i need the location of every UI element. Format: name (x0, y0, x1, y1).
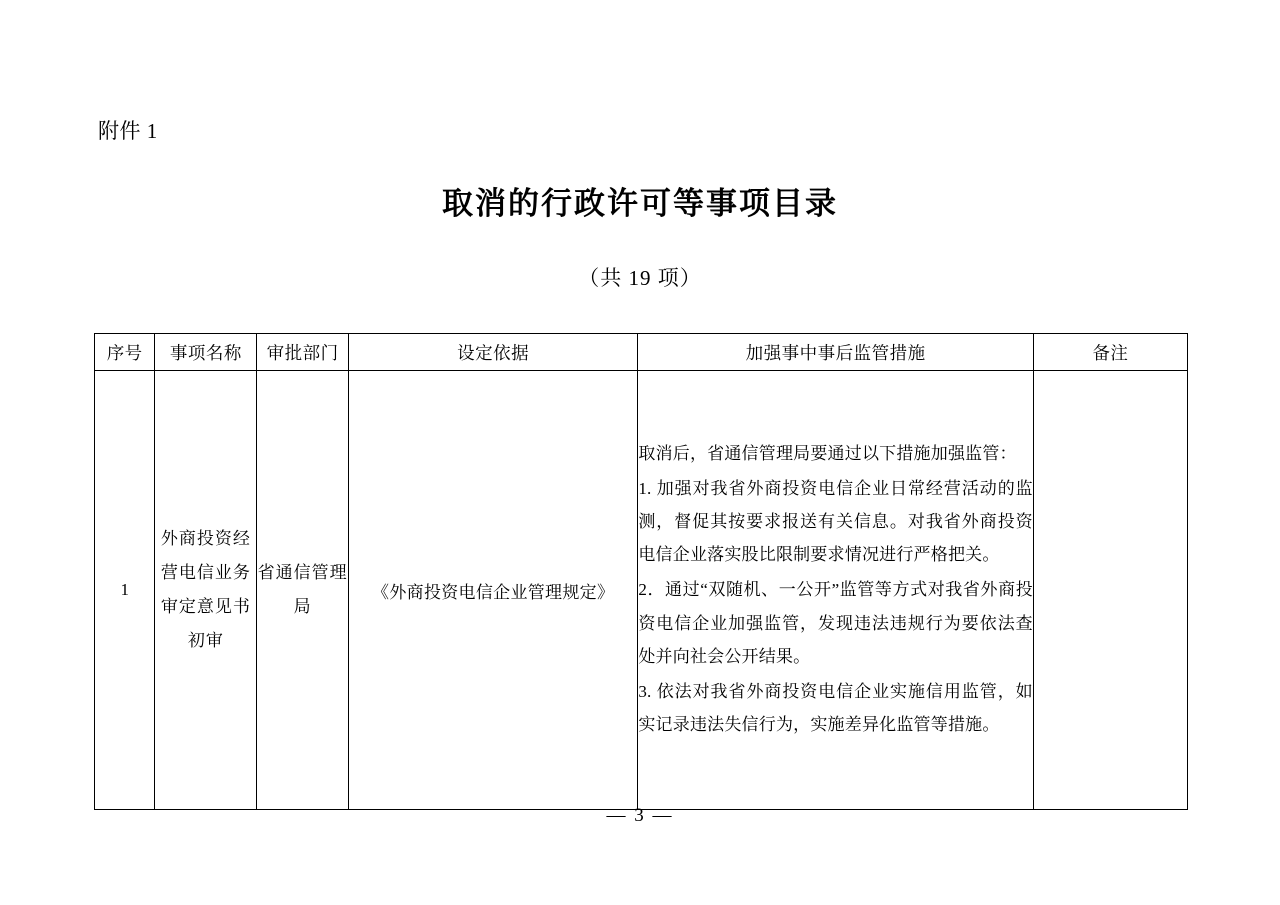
cell-basis: 《外商投资电信企业管理规定》 (348, 371, 637, 810)
measures-item-2: 2．通过“双随机、一公开”监管等方式对我省外商投资电信企业加强监管，发现违法违规行为要依法查处并向社会公开结果。 (638, 580, 1033, 666)
column-header-measures: 加强事中事后监管措施 (638, 334, 1034, 371)
column-header-name: 事项名称 (155, 334, 257, 371)
column-header-no: 序号 (95, 334, 155, 371)
item-count-subtitle: （共 19 项） (578, 266, 702, 290)
cell-note (1033, 371, 1187, 810)
cell-department (257, 371, 349, 810)
page-number: — 3 — (606, 805, 674, 826)
table-header-row (95, 334, 1188, 371)
column-header-department: 审批部门 (257, 334, 349, 371)
department-text: 省通信管理局 (257, 563, 348, 616)
item-name-text: 外商投资经营电信业务审定意见书初审 (160, 529, 251, 650)
measures-item-3: 3. 依法对我省外商投资电信企业实施信用监管，如实记录违法失信行为，实施差异化监管等措施。 (638, 681, 1033, 734)
page-title: 取消的行政许可等事项目录 (442, 186, 838, 222)
attachment-label: 附件 1 (98, 119, 158, 143)
column-header-basis: 设定依据 (348, 334, 637, 371)
catalog-table (94, 333, 1188, 810)
cell-row-number: 1 (95, 371, 155, 810)
column-header-note: 备注 (1033, 334, 1187, 371)
measures-item-1: 1. 加强对我省外商投资电信企业日常经营活动的监测，督促其按要求报送有关信息。对我省外商投资电信企业落实股比限制要求情况进行严格把关。 (638, 479, 1033, 565)
cell-measures (638, 371, 1034, 810)
measures-intro: 取消后，省通信管理局要通过以下措施加强监管： (638, 443, 1017, 463)
table-row (95, 371, 1188, 810)
cell-item-name (155, 371, 257, 810)
